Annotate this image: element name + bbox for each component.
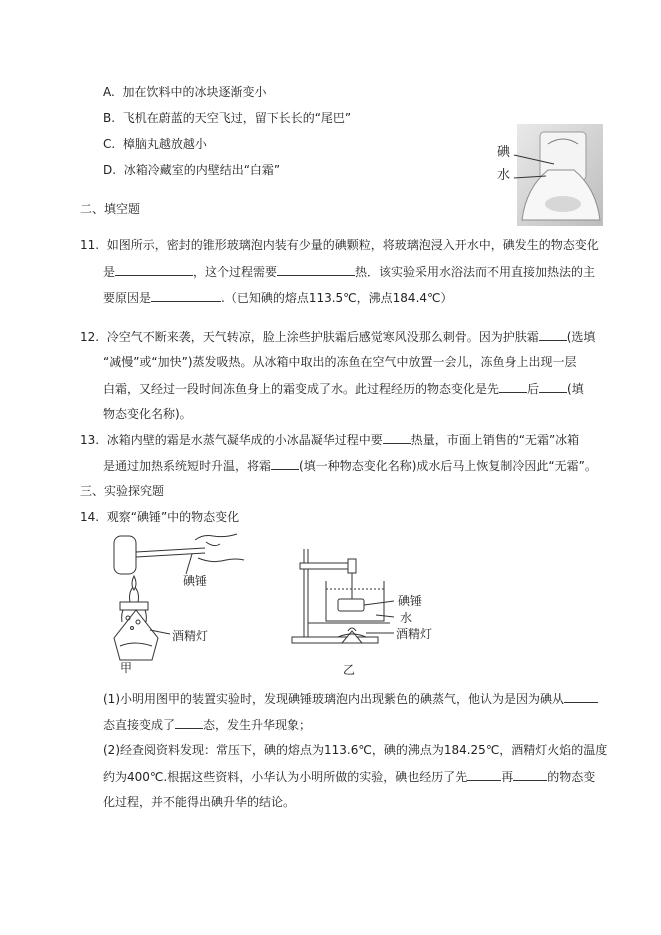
q14-part1-line2: [103, 716, 311, 733]
option-letter: B.: [103, 111, 116, 125]
answer-blank[interactable]: [383, 431, 411, 444]
q11-line3: [103, 289, 453, 306]
figure-jia-label-lamp: 酒精灯: [172, 629, 209, 643]
q12-text: 冷空气不断来袭，天气转凉，脸上涂些护肤霜后感觉寒风没那么刺骨。因为护肤霜: [106, 330, 539, 344]
option-letter: C.: [103, 137, 116, 151]
option-text: 冰箱冷藏室的内壁结出“白霜”: [123, 163, 281, 177]
figure-yi-label-hammer: 碘锤: [398, 594, 423, 608]
q13-text: 冰箱内壁的霜是水蒸气凝华成的小冰晶凝华过程中要: [106, 433, 383, 447]
q14-part2-line1: (2)经查阅资料发现：常压下，碘的熔点为113.6℃，碘的沸点为184.25℃，酒精灯火焰的温度: [103, 743, 608, 757]
answer-blank[interactable]: [499, 380, 527, 393]
q12-text: (选填: [566, 330, 596, 344]
answer-blank[interactable]: [539, 380, 567, 393]
q11-line2: [103, 263, 595, 280]
question-number: 12.: [80, 330, 100, 344]
q12-text: (填: [567, 382, 584, 396]
option-text: 樟脑丸越放越小: [122, 137, 207, 151]
q14-text: 再: [501, 770, 514, 784]
figure-yi-caption: 乙: [343, 663, 356, 677]
answer-blank[interactable]: [151, 289, 221, 302]
answer-blank[interactable]: [467, 768, 501, 781]
q13-line1: [80, 431, 579, 448]
answer-blank[interactable]: [564, 690, 598, 703]
q12-text: 白霜，又经过一段时间冻鱼身上的霜变成了水。此过程经历的物态变化是先: [103, 382, 500, 396]
answer-blank[interactable]: [513, 768, 547, 781]
option-a: [103, 84, 266, 100]
section-heading-fill-in: 二、填空题: [80, 202, 141, 216]
q14-text: 态直接变成了: [103, 718, 176, 732]
q13-line2: [103, 457, 597, 474]
option-letter: D.: [103, 163, 117, 177]
answer-blank[interactable]: [271, 457, 299, 470]
q12-line2: “减慢”或“加快”)蒸发吸热。从冰箱中取出的冻鱼在空气中放置一会儿，冻鱼身上出现一层: [103, 355, 577, 369]
q11-text: 要原因是: [103, 291, 152, 305]
option-d: [103, 162, 280, 178]
answer-blank[interactable]: [115, 263, 193, 276]
photo-label-iodine: 碘: [497, 145, 511, 160]
answer-blank[interactable]: [175, 716, 203, 729]
question-number: 14.: [80, 510, 100, 524]
option-letter: A.: [103, 85, 115, 99]
q14-text: 观察“碘锤”中的物态变化: [106, 510, 240, 524]
option-text: 飞机在蔚蓝的天空飞过，留下长长的“尾巴”: [122, 111, 352, 125]
q14-text: 约为400℃.根据这些资料，小华认为小明所做的实验，碘也经历了先: [103, 770, 468, 784]
answer-blank[interactable]: [277, 263, 355, 276]
q14-part2-line2: [103, 768, 595, 785]
q13-text: 是通过加热系统短时升温，将霜: [103, 459, 272, 473]
figure-jia: [110, 530, 280, 680]
q14-text: (1)小明用图甲的装置实验时，发现碘锤玻璃泡内出现紫色的碘蒸气，他认为是因为碘从: [103, 692, 565, 706]
q12-line4: 物态变化名称)。: [103, 407, 192, 421]
figure-yi-label-lamp: 酒精灯: [396, 627, 433, 641]
q13-text: 热量，市面上销售的“无霜”冰箱: [410, 433, 580, 447]
answer-blank[interactable]: [539, 328, 567, 341]
q13-text: (填一种物态变化名称)成水后马上恢复制冷因此“无霜”。: [299, 459, 597, 473]
question-number: 11.: [80, 238, 100, 252]
q11-text: 如图所示，密封的锥形玻璃泡内装有少量的碘颗粒，将玻璃泡浸入开水中，碘发生的物态变化: [106, 238, 599, 252]
figure-yi-label-water: 水: [400, 611, 413, 625]
q14-text: 态，发生升华现象；: [203, 718, 312, 732]
figure-jia-caption: 甲: [120, 661, 133, 675]
q11-text: .（已知碘的熔点113.5℃，沸点184.4℃）: [221, 291, 453, 305]
q14-title: [80, 509, 239, 525]
section-heading-experiment: 三、实验探究题: [80, 484, 165, 498]
q11-text: ，这个过程需要: [193, 265, 278, 279]
option-text: 加在饮料中的冰块逐渐变小: [122, 85, 267, 99]
q11-text: 是: [103, 265, 116, 279]
q12-line1: [80, 328, 595, 345]
option-b: [103, 110, 351, 126]
q11-text: 热．该实验采用水浴法而不用直接加热法的主: [355, 265, 596, 279]
q11-line1: [80, 237, 599, 253]
q12-text: 后: [527, 382, 540, 396]
q14-part1-line1: [103, 690, 598, 707]
question-number: 13.: [80, 433, 100, 447]
q14-part2-line3: 化过程，并不能得出碘升华的结论。: [103, 795, 296, 809]
q12-line3: [103, 380, 584, 397]
option-c: [103, 136, 207, 152]
figure-jia-label-hammer: 碘锤: [183, 574, 208, 588]
q14-text: 的物态变: [547, 770, 596, 784]
photo-label-water: 水: [497, 168, 511, 183]
